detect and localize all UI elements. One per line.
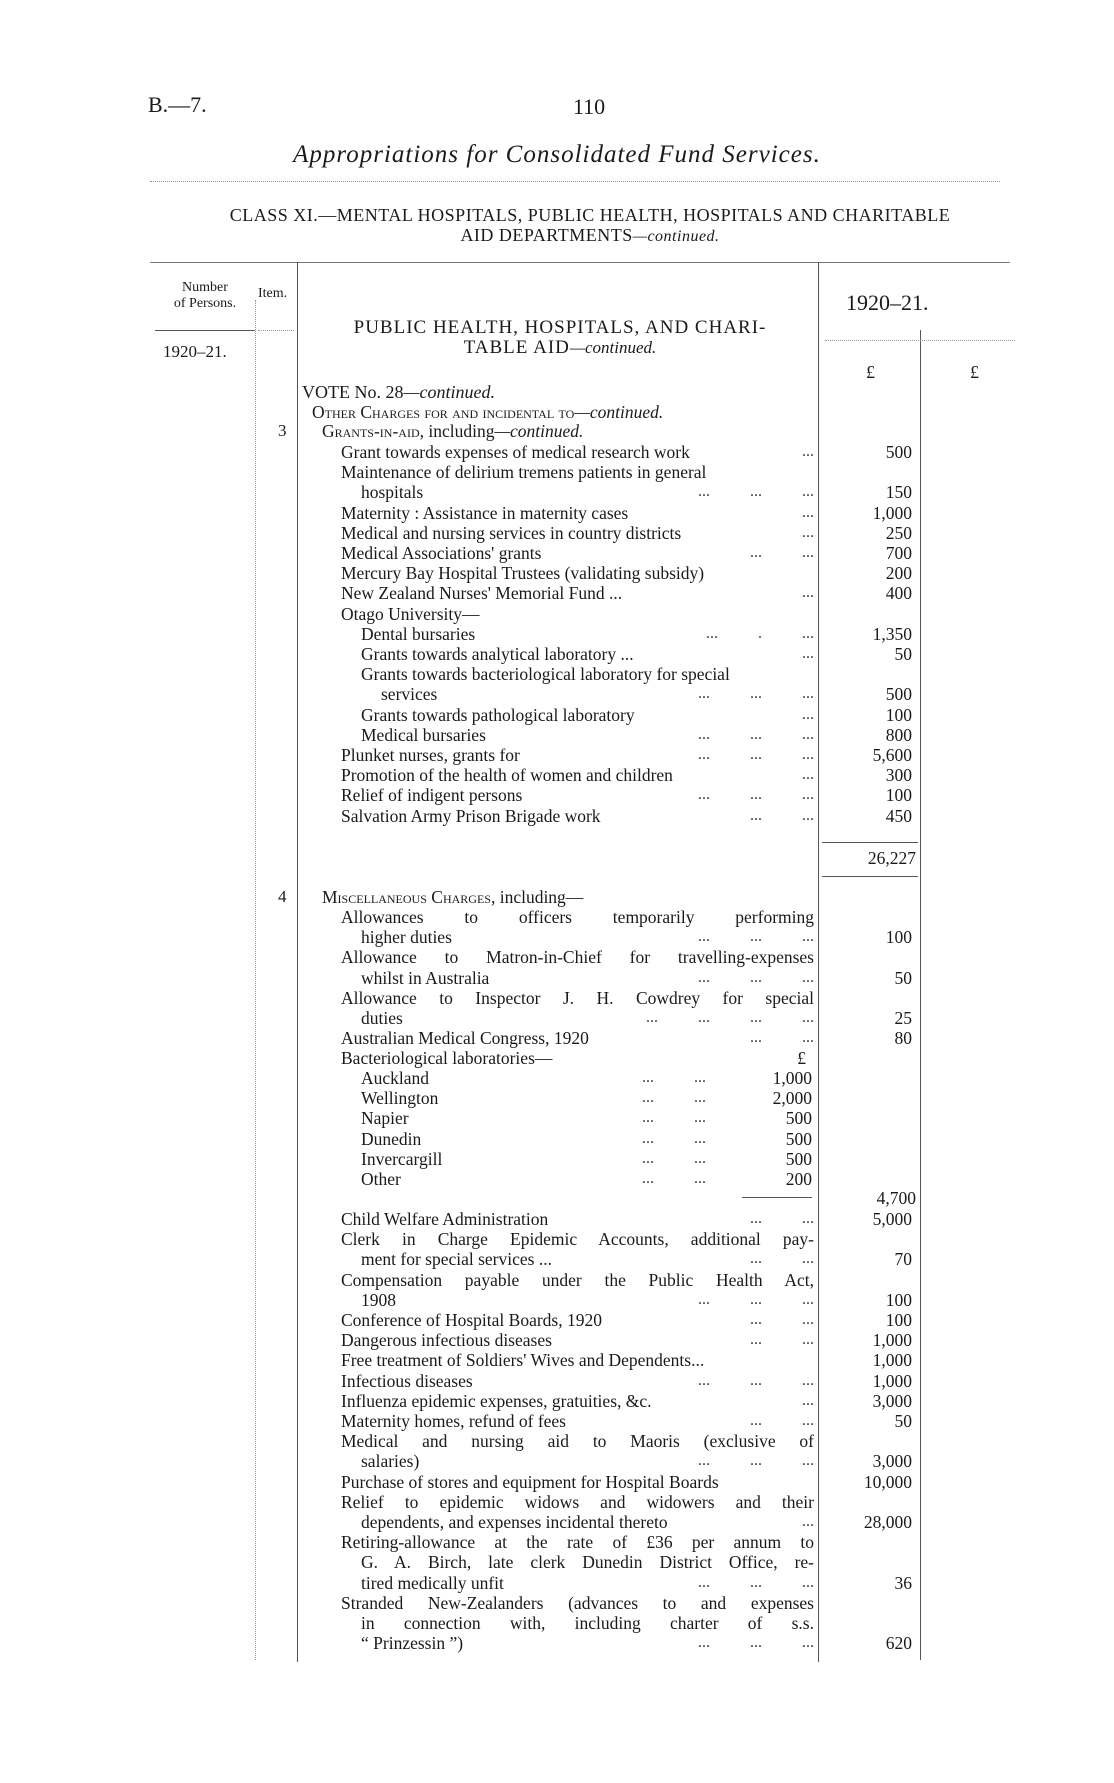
leader-dots: ... [802,443,814,460]
list-item-amount: 700 [885,543,912,563]
list-item-amount: 50 [894,1411,912,1431]
list-item-amount: 28,000 [863,1512,912,1532]
list-item-text: Allowance to Inspector J. H. Cowdrey for special [341,987,814,1008]
grants-label: Grants-in-aid [322,421,420,441]
list-item-text: whilst in Australia [361,967,490,988]
misc-heading [322,887,583,907]
labs-pound-sign: £ [797,1048,806,1068]
section-heading-line-2: TABLE AID [463,337,570,358]
misc-label: Miscellaneous Charges [322,887,491,907]
list-item-text: Grants towards pathological laboratory [361,704,635,725]
list-item-amount: 250 [885,522,912,543]
list-item-text: Bacteriological laboratories— [341,1048,553,1069]
persons-header-rule [155,330,255,331]
amount-column-rule [920,330,921,1660]
leader-dots: ... [802,523,814,541]
leader-dots: ... ... ... [698,1634,814,1652]
text-column-rule [818,262,819,1662]
list-item-amount: 200 [885,563,912,584]
item-header-rule [258,330,294,331]
leader-dots: ... ... ... [698,725,814,743]
list-item-amount: 50 [894,644,912,664]
list-item-text: Clerk in Charge Epidemic Accounts, additional pay- [341,1229,814,1250]
class-title-line-2: AID DEPARTMENTS [460,225,633,245]
list-item-amount: 400 [885,583,912,604]
leader-dots: ... ... ... [698,786,814,804]
year-header-rule [825,340,1015,341]
list-item-text: Medical and nursing services in country districts [341,522,682,543]
leader-dots: ... ... ... [698,1371,814,1389]
list-item-text: Compensation payable under the Public Health Act, [341,1269,814,1290]
list-item-amount: 100 [885,785,912,806]
list-item-amount: 1,000 [872,1370,912,1391]
list-item-text: salaries) [361,1451,420,1472]
leader-dots: ... [802,1513,814,1530]
list-item-text: Grants towards analytical laboratory ... [361,644,634,664]
leader-dots: ... ... ... [698,1452,814,1470]
list-item-amount: 1,000 [772,1068,812,1088]
list-item-amount: 300 [885,765,912,786]
list-item-text: dependents, and expenses incidental thereto [361,1512,668,1532]
leader-dots: ... . ... [706,624,814,642]
leader-dots: ... ... ... [698,483,814,501]
list-item-text: Free treatment of Soldiers' Wives and Dependents... [341,1350,705,1371]
list-item-text: Grants towards bacteriological laboratory for special [361,664,730,685]
leader-dots: ... ... ... ... [646,1009,814,1026]
leader-dots: ... ... [750,1331,814,1349]
leader-dots: ... ... ... [698,968,814,986]
list-item-text: Auckland [361,1068,430,1088]
grants-total: 26,227 [867,848,916,868]
list-item-text: Dunedin [361,1128,422,1149]
list-item-amount: 5,000 [872,1209,912,1229]
list-item-text: Conference of Hospital Boards, 1920 [341,1310,602,1330]
list-item-amount: 800 [885,724,912,745]
list-item-amount: 25 [894,1008,912,1028]
list-item-amount: 36 [894,1572,912,1593]
list-item-text: Infectious diseases [341,1370,473,1391]
header-rule [150,181,1000,182]
leader-dots: ... [802,1391,814,1409]
list-item-amount: 450 [885,805,912,826]
list-item-amount: 50 [894,967,912,988]
grants-label-rest: , including [419,421,495,441]
list-item-text: Napier [361,1108,409,1129]
list-item-text: Salvation Army Prison Brigade work [341,805,601,826]
list-item-text: Promotion of the health of women and children [341,765,673,786]
leader-dots: ... ... ... [698,685,814,703]
leader-dots: ... ... [750,806,814,824]
leader-dots: ... ... ... [698,746,814,763]
leader-dots: ... [802,503,814,521]
class-title-continued: —continued. [632,228,720,245]
item-number-grants: 3 [278,421,287,440]
other-charges-label: Other Charges for and incidental to [312,402,575,422]
list-item-text: Relief to epidemic widows and widowers and their [341,1491,814,1512]
list-item-text: Maternity homes, refund of fees [341,1411,566,1431]
list-item-amount: 100 [885,1310,912,1330]
list-item-amount: 70 [894,1249,912,1270]
list-item-amount: 500 [885,684,912,705]
list-item-text: “ Prinzessin ”) [361,1633,464,1654]
list-item-text: 1908 [361,1289,396,1310]
list-item-amount: 500 [885,442,912,462]
leader-dots: ... ... [642,1170,706,1187]
list-item-text: Influenza epidemic expenses, gratuities, &c. [341,1390,652,1411]
list-item-amount: 200 [785,1169,812,1189]
leader-dots: ... ... [750,544,814,561]
item-number-misc: 4 [278,887,287,906]
list-item-text: Wellington [361,1088,439,1109]
list-item-amount: 100 [885,704,912,725]
number-of-persons-header [155,280,255,312]
persons-year: 1920–21. [163,342,227,361]
list-item-text: Other [361,1169,401,1189]
list-item-amount: 500 [785,1128,812,1149]
list-item-text: tired medically unfit [361,1572,504,1593]
list-item-amount: 100 [885,927,912,948]
other-charges-heading [312,402,663,422]
leader-dots: ... [802,645,814,662]
other-charges-continued: —continued. [574,402,664,422]
leader-dots: ... ... [750,1250,814,1268]
leader-dots: ... ... ... [698,928,814,946]
leader-dots: ... ... ... [698,1290,814,1308]
list-item-amount: 2,000 [772,1088,812,1109]
persons-header-line-1: Number [182,280,228,295]
item-column-rule [297,262,298,1662]
leader-dots: ... ... [750,1412,814,1429]
labs-total: 4,700 [876,1188,916,1208]
section-heading-continued: —continued. [569,338,657,357]
list-item-text: higher duties [361,927,452,948]
list-item-text: Relief of indigent persons [341,785,523,806]
document-reference: B.—7. [148,92,207,117]
list-item-text: Otago University— [341,603,480,624]
list-item-text: hospitals [361,482,424,503]
grants-total-rule [822,842,918,843]
leader-dots: ... ... [750,1210,814,1227]
page-number: 110 [573,94,606,119]
list-item-text: Invercargill [361,1148,443,1169]
list-item-amount: 3,000 [872,1451,912,1472]
list-item-text: G. A. Birch, late clerk Dunedin District Office, re- [361,1552,814,1573]
list-item-text: Plunket nurses, grants for [341,745,520,765]
vote-heading [302,382,495,402]
list-item-text: Medical bursaries [361,724,486,745]
pound-sign-1: £ [866,362,875,382]
labs-total-rule [742,1197,812,1198]
list-item-amount: 10,000 [863,1471,912,1492]
list-item-text: Medical and nursing aid to Maoris (exclusive of [341,1431,814,1452]
misc-label-rest: , including— [490,887,584,907]
list-item-amount: 500 [785,1108,812,1129]
list-item-text: Dangerous infectious diseases [341,1330,552,1351]
section-heading-line-1: PUBLIC HEALTH, HOSPITALS, AND CHARI- [353,317,767,338]
list-item-text: Allowance to Matron-in-Chief for travelling-expenses [341,947,814,968]
list-item-amount: 1,000 [872,1350,912,1371]
leader-dots: ... [802,584,814,602]
list-item-text: Medical Associations' grants [341,543,542,563]
list-item-text: Child Welfare Administration [341,1209,549,1229]
list-item-amount: 1,000 [872,502,912,523]
leader-dots: ... [802,766,814,784]
list-item-amount: 5,600 [872,745,912,765]
list-item-text: Maintenance of delirium tremens patients in general [341,462,707,483]
list-item-amount: 620 [885,1633,912,1654]
year-header: 1920–21. [846,290,929,315]
list-item-amount: 1,350 [872,623,912,644]
table-top-rule [150,262,1010,263]
persons-column-rule [255,300,256,1660]
leader-dots: ... ... [642,1069,706,1086]
list-item-text: Grant towards expenses of medical research work [341,442,690,462]
list-item-text: ment for special services ... [361,1249,552,1270]
item-header: Item. [258,286,288,301]
list-item-amount: 100 [885,1289,912,1310]
class-title-line-1: CLASS XI.—MENTAL HOSPITALS, PUBLIC HEALTH, HOSPITALS AND CHARITABLE [229,205,951,225]
leader-dots: ... [802,705,814,723]
page-title: Appropriations for Consolidated Fund Services. [293,141,821,168]
list-item-amount: 1,000 [872,1330,912,1351]
leader-dots: ... ... [642,1129,706,1147]
list-item-amount: 150 [885,482,912,503]
list-item-text: Mercury Bay Hospital Trustees (validating subsidy) [341,563,705,584]
list-item-text: Allowances to officers temporarily performing [341,907,814,927]
pound-sign-2: £ [970,362,979,382]
leader-dots: ... ... ... [698,1573,814,1591]
leader-dots: ... ... [750,1311,814,1328]
grants-continued: —continued. [494,421,584,441]
leader-dots: ... ... [642,1149,706,1167]
list-item-text: in connection with, including charter of s.s. [361,1613,814,1633]
list-item-text: Dental bursaries [361,623,476,644]
grants-total-bottom-rule [822,876,918,877]
list-item-text: Purchase of stores and equipment for Hospital Boards [341,1471,719,1492]
persons-header-line-2: of Persons. [173,296,237,311]
class-title [160,205,1020,247]
vote-continued: —continued. [403,382,495,402]
leader-dots: ... ... [750,1029,814,1047]
vote-label: VOTE No. 28 [302,382,404,402]
list-item-text: duties [361,1008,403,1028]
section-heading [300,318,820,358]
list-item-text: Retiring-allowance at the rate of £36 per annum to [341,1532,814,1553]
grants-heading [322,421,583,441]
list-item-text: Maternity : Assistance in maternity cases [341,502,629,523]
list-item-amount: 3,000 [872,1390,912,1411]
list-item-amount: 80 [894,1028,912,1049]
list-item-amount: 500 [785,1148,812,1169]
list-item-text: New Zealand Nurses' Memorial Fund ... [341,583,623,604]
list-item-text: services [381,684,438,705]
leader-dots: ... ... [642,1089,706,1107]
list-item-text: Stranded New-Zealanders (advances to and expenses [341,1592,814,1613]
leader-dots: ... ... [642,1109,706,1127]
list-item-text: Australian Medical Congress, 1920 [341,1028,589,1049]
